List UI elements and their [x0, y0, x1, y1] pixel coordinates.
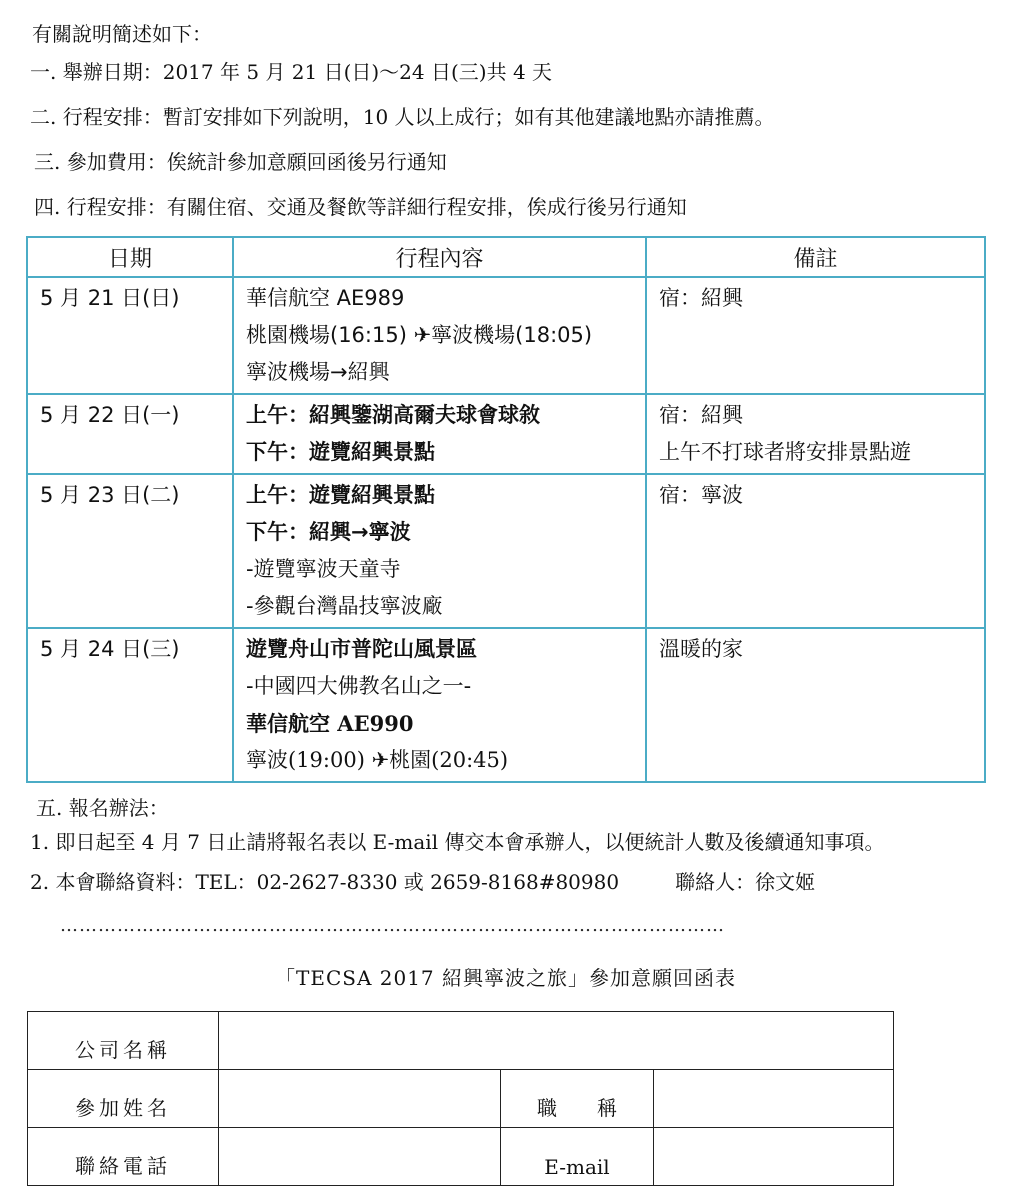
phone-field[interactable]: [219, 1128, 501, 1186]
form-row-phone: [28, 1128, 894, 1186]
form-row-company: [28, 1012, 894, 1070]
header-date: 日期: [27, 237, 233, 277]
contact-info: 2. 本會聯絡資料：TEL：02-2627-8330 或 2659-8168#80980: [30, 870, 620, 894]
email-label: E-mail: [501, 1128, 654, 1186]
reply-form-table: [27, 1011, 894, 1186]
row-date: 5 月 21 日(日): [27, 277, 233, 394]
row-date: 5 月 22 日(一): [27, 394, 233, 474]
company-label: 公司名稱: [28, 1012, 219, 1070]
itinerary-header-row: [27, 237, 985, 277]
row-note: 宿：紹興: [646, 277, 985, 394]
phone-label: 聯絡電話: [28, 1128, 219, 1186]
contact-person: 聯絡人：徐文姬: [675, 870, 816, 894]
table-row: [27, 474, 985, 628]
item-schedule: 二. 行程安排：暫訂安排如下列說明，10 人以上成行；如有其他建議地點亦請推薦。: [30, 105, 775, 129]
job-title-field[interactable]: [654, 1070, 894, 1128]
row-content: 上午：遊覽紹興景點 下午：紹興→寧波 -遊覽寧波天童寺 -參觀台灣晶技寧波廠: [233, 474, 646, 628]
form-row-name: [28, 1070, 894, 1128]
row-content: 遊覽舟山市普陀山風景區 -中國四大佛教名山之一- 華信航空 AE990 寧波(19:00) ✈桃園(20:45): [233, 628, 646, 782]
item-date: 一. 舉辦日期：2017 年 5 月 21 日(日)～24 日(三)共 4 天: [30, 60, 553, 84]
table-row: [27, 277, 985, 394]
name-field[interactable]: [219, 1070, 501, 1128]
row-date: 5 月 23 日(二): [27, 474, 233, 628]
job-title-label: 職 稱: [501, 1070, 654, 1128]
row-note: 宿：紹興 上午不打球者將安排景點遊: [646, 394, 985, 474]
name-label: 參加姓名: [28, 1070, 219, 1128]
registration-heading: 五. 報名辦法：: [36, 796, 169, 820]
row-note: 宿：寧波: [646, 474, 985, 628]
table-row: [27, 394, 985, 474]
registration-line-1: 1. 即日起至 4 月 7 日止請將報名表以 E-mail 傳交本會承辦人，以便統計人數及後續通知事項。: [30, 830, 885, 854]
itinerary-table: [26, 236, 986, 783]
header-note: 備註: [646, 237, 985, 277]
item-fee: 三. 參加費用：俟統計參加意願回函後另行通知: [34, 150, 447, 174]
row-content: 上午：紹興鑒湖高爾夫球會球敘 下午：遊覽紹興景點: [233, 394, 646, 474]
intro-text: 有關說明簡述如下：: [32, 22, 212, 46]
item-arrangement: 四. 行程安排：有關住宿、交通及餐飲等詳細行程安排，俟成行後另行通知: [34, 195, 687, 219]
row-content: 華信航空 AE989 桃園機場(16:15) ✈寧波機場(18:05) 寧波機場→紹興: [233, 277, 646, 394]
reply-form-title: 「TECSA 2017 紹興寧波之旅」參加意願回函表: [275, 966, 736, 990]
header-content: 行程內容: [233, 237, 646, 277]
row-note: 溫暖的家: [646, 628, 985, 782]
table-row: [27, 628, 985, 782]
row-date: 5 月 24 日(三): [27, 628, 233, 782]
registration-line-2: [30, 866, 815, 895]
cut-line-separator: ……………………………………………………………………………………………: [60, 915, 725, 936]
email-field[interactable]: [654, 1128, 894, 1186]
company-field[interactable]: [219, 1012, 894, 1070]
